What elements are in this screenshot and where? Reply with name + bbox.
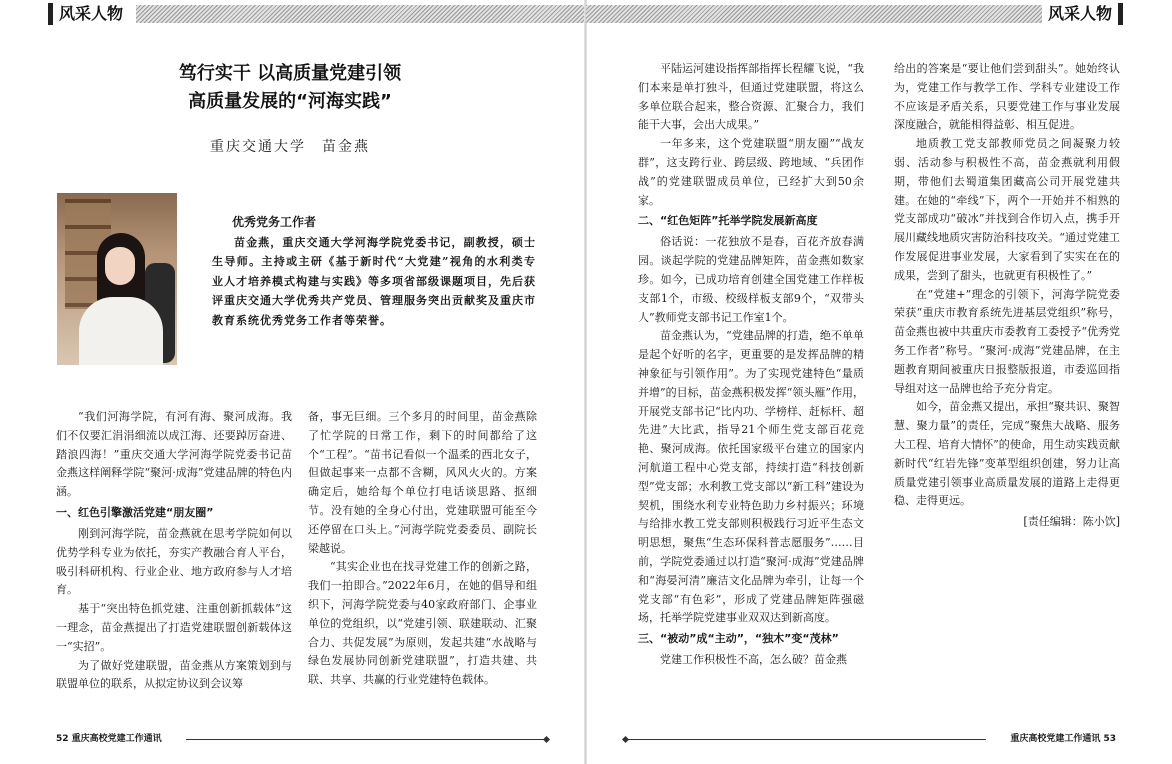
- paragraph: “我们河海学院，有河有海、聚河成海。我们不仅要汇涓涓细流以成江海、还要踔厉奋进、踏浪四海！”重庆交通大学河海学院党委书记苗金燕这样阐释学院“聚河·成海”党建品牌的特色内涵。: [56, 410, 292, 499]
- profile-bio: 苗金燕，重庆交通大学河海学院党委书记，副教授，硕士生导师。主持或主研《基于新时代“大党建”视角的水利类专业人才培养模式构建与实践》等多项省部级课题项目，先后获评重庆交通大学优秀共产党员、管理服务突出贡献奖及重庆市教育系统优秀党务工作者等荣誉。: [212, 236, 536, 327]
- article-title-line2: 高质量发展的“河海实践”: [188, 91, 392, 112]
- section-tag-right: 风采人物: [1042, 3, 1123, 25]
- column-4: [894, 60, 1120, 532]
- paragraph: 党建工作积极性不高，怎么破？苗金燕: [660, 653, 847, 667]
- paragraph: 为了做好党建联盟，苗金燕从方案策划到与联盟单位的联系，从拟定协议到会议筹: [56, 658, 292, 691]
- paragraph-continued: 备，事无巨细。三个多月的时间里，苗金燕除了忙学院的日常工作，剩下的时间都给了这个“工程”。“苗书记看似一个温柔的西北女子，但做起事来一点都不含糊，风风火火的。方案确定后，她给每个单位打电话谈思路、抠细节。没有她的全身心付出，党建联盟可能至今还停留在口头上。”河海学院党委委员、副院长梁越说。: [308, 410, 537, 555]
- header-hatch-bar: [136, 5, 586, 23]
- paragraph: 在“党建+”理念的引领下，河海学院党委荣获“重庆市教育系统先进基层党组织”称号，苗金燕也被中共重庆市委教育工委授予“优秀党务工作者”称号。“聚河·成海”党建品牌，在主题教育期间被重庆日报整版报道，市委巡回指导组对这一品牌也给予充分肯定。: [894, 287, 1120, 395]
- column-1: [56, 408, 292, 694]
- right-page: [586, 0, 1172, 764]
- paragraph: 地质教工党支部教师党员之间凝聚力较弱、活动参与积极性不高，苗金燕就利用假期，带他们去蜀道集团藏高公司开展党建共建。在她的“牵线”下，两个一开始并不相熟的党支部成功“破冰”并找到合作切入点，携手开展川藏线地质灾害防治科技攻关。“通过党建工作发展促进事业发展，大家看到了实实在在的成果，尝到了甜头，也就更有积极性了。”: [894, 137, 1120, 282]
- photo-face: [105, 247, 135, 285]
- section-heading-1: 一、红色引擎激活党建“朋友圈”: [56, 505, 214, 519]
- footer-rule-left: [186, 739, 546, 740]
- article-byline: 重庆交通大学 苗金燕: [210, 139, 370, 155]
- paragraph: 刚到河海学院，苗金燕就在思考学院如何以优势学科专业为依托，夯实产教融合育人平台，吸引科研机构、行业企业、地方政府参与人才培育。: [56, 526, 292, 597]
- section-heading-3: 三、“被动”成“主动”，“独木”变“茂林”: [638, 632, 839, 646]
- footer-left: 52 重庆高校党建工作通讯: [56, 734, 162, 744]
- column-3: [638, 60, 864, 670]
- paragraph: 平陆运河建设指挥部指挥长程耀飞说，“我们本来是单打独斗，但通过党建联盟，将这么多单位联合起来，整合资源、汇聚合力，我们能干大事，会出大成果。”: [638, 62, 864, 132]
- portrait-photo: [57, 193, 177, 365]
- paragraph: 苗金燕认为，“党建品牌的打造，绝不单单是起个好听的名字，更重要的是发挥品牌的精神象征与引领作用”。为了实现党建特色“量质并增”的目标，苗金燕积极发挥“领头雁”作用，开展党支部书记“比内功、学榜样、赶标杆、超先进”大比武，指导21个师生党支部百花竞艳、聚河成海。依托国家级平台建立的国家内河航道工程中心党支部，持续打造“科技创新型”党支部；水利教工党支部以“新工科”建设为契机，围绕水利专业特色助力乡村振兴；环境与给排水教工党支部则积极践行习近平生态文明思想，聚焦“生态环保科普志愿服务”……目前，学院党委通过以打造“聚河·成海”党建品牌和“海晏河清”廉洁文化品牌为牵引，让每一个党支部“有色彩”，形成了党建品牌矩阵强磁场，托举学院党建事业双双达到新高度。: [638, 329, 864, 625]
- profile-heading: 优秀党务工作者: [232, 215, 317, 229]
- paragraph: 如今，苗金燕又提出，承担“聚共识、聚智慧、聚力量”的责任，完成“聚焦大战略、服务大工程、培育大情怀”的使命，用生动实践贡献新时代“红岩先锋”变革型组织创建，努力让高质量党建引领事业高质量发展的道路上走得更稳、走得更远。: [894, 400, 1120, 508]
- footer-rule-right: [626, 739, 986, 740]
- editor-credit: [责任编辑：陈小饮]: [1023, 515, 1120, 529]
- section-heading-2: 二、“红色矩阵”托举学院发展新高度: [638, 214, 818, 228]
- paragraph: 一年多来，这个党建联盟“朋友圈”“战友群”，这支跨行业、跨层级、跨地域、“兵团作战”的党建联盟成员单位，已经扩大到50余家。: [638, 137, 864, 207]
- article-title-line1: 笃行实干 以高质量党建引领: [178, 63, 402, 84]
- column-2: [308, 408, 537, 690]
- header-hatch-bar: [586, 5, 1042, 23]
- photo-body: [79, 297, 163, 365]
- footer-right: 重庆高校党建工作通讯 53: [1010, 734, 1116, 744]
- section-tag-left: 风采人物: [48, 3, 129, 25]
- paragraph-continued: 给出的答案是“要让他们尝到甜头”。她始终认为，党建工作与教学工作、学科专业建设工作不应该是矛盾关系，只要党建工作与事业发展深度融合，就能相得益彰、相互促进。: [894, 62, 1120, 132]
- paragraph: 俗话说：一花独放不是春，百花齐放春满园。谈起学院的党建品牌矩阵，苗金燕如数家珍。如今，已成功培育创建全国党建工作样板支部1个，市级、校级样板支部9个，“双带头人”教师党支部书记工作室1个。: [638, 235, 864, 324]
- paragraph: 基于“突出特色抓党建、注重创新抓载体”这一理念，苗金燕提出了打造党建联盟创新载体这一“实招”。: [56, 602, 292, 653]
- paragraph: “其实企业也在找寻党建工作的创新之路，我们一拍即合。”2022年6月，在她的倡导和组织下，河海学院党委与40家政府部门、企事业单位的党组织，以“党建引领、联建联动、汇聚合力、共促发展”为原则，发起共建“水战略与绿色发展协同创新党建联盟”，打造共建、共联、共享、共赢的行业党建特色载体。: [308, 560, 537, 687]
